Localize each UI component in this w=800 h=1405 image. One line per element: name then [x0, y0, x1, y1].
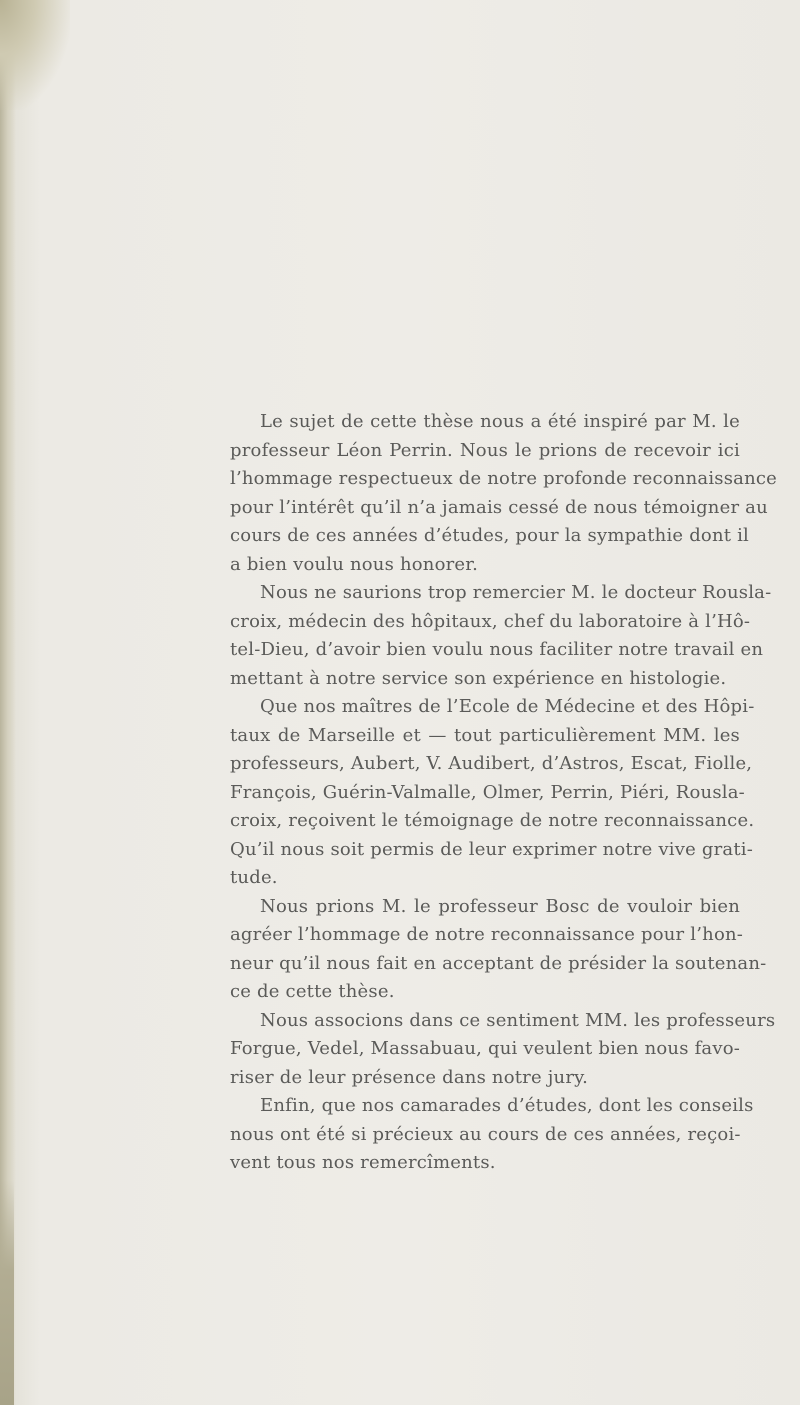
text-line: Le sujet de cette thèse nous a été inspiré par M. le — [260, 411, 740, 432]
text-line: taux de Marseille et — tout particulièrement MM. les — [230, 724, 740, 746]
page-bottom-stain — [0, 1180, 14, 1405]
text-line: croix, médecin des hôpitaux, chef du laboratoire à l’Hô- — [230, 610, 751, 632]
text-line: Nous prions M. le professeur Bosc de vouloir bien — [260, 895, 740, 917]
text-line: ce de cette thèse. — [230, 981, 395, 1002]
text-line: neur qu’il nous fait en acceptant de présider la soutenan- — [230, 952, 767, 974]
text-line: tel-Dieu, d’avoir bien voulu nous faciliter notre travail en — [230, 639, 764, 660]
paragraph-6 — [230, 1092, 754, 1178]
text-line: Que nos maîtres de l’Ecole de Médecine et des Hôpi- — [260, 696, 755, 717]
text-line: tude. — [230, 867, 278, 888]
text-line: Nous associons dans ce sentiment MM. les professeurs — [260, 1009, 776, 1031]
text-line: Qu’il nous soit permis de leur exprimer notre vive grati- — [230, 838, 754, 860]
paragraph-4 — [230, 893, 767, 1007]
text-line: Forgue, Vedel, Massabuau, qui veulent bien nous favo- — [230, 1038, 741, 1059]
text-line: vent tous nos remercîments. — [230, 1152, 496, 1173]
text-line: croix, reçoivent le témoignage de notre reconnaissance. — [230, 810, 755, 831]
paragraph-3 — [230, 693, 755, 893]
page-corner-stain — [0, 0, 70, 110]
text-line: François, Guérin-Valmalle, Olmer, Perrin, Piéri, Rousla- — [230, 781, 745, 803]
text-line: professeurs, Aubert, V. Audibert, d’Astros, Escat, Fiolle, — [230, 753, 753, 774]
text-line: riser de leur présence dans notre jury. — [230, 1066, 589, 1088]
text-line: nous ont été si précieux au cours de ces années, reçoi- — [230, 1123, 741, 1145]
paragraph-2 — [230, 579, 772, 693]
paragraph-5 — [230, 1007, 776, 1093]
paragraph-1 — [230, 408, 778, 579]
text-line: a bien voulu nous honorer. — [230, 553, 479, 575]
text-line: agréer l’hommage de notre reconnaissance pour l’hon- — [230, 924, 744, 945]
text-line: mettant à notre service son expérience en histologie. — [230, 667, 727, 689]
text-line: cours de ces années d’études, pour la sympathie dont il — [230, 525, 750, 546]
text-line: professeur Léon Perrin. Nous le prions de recevoir ici — [230, 439, 740, 461]
text-line: Enfin, que nos camarades d’études, dont les conseils — [260, 1095, 754, 1116]
text-line: Nous ne saurions trop remercier M. le docteur Rousla- — [260, 582, 772, 603]
text-line: pour l’intérêt qu’il n’a jamais cessé de nous témoigner au — [230, 496, 768, 518]
acknowledgements-text — [230, 408, 778, 1178]
text-line: l’hommage respectueux de notre profonde reconnaissance — [230, 468, 778, 489]
